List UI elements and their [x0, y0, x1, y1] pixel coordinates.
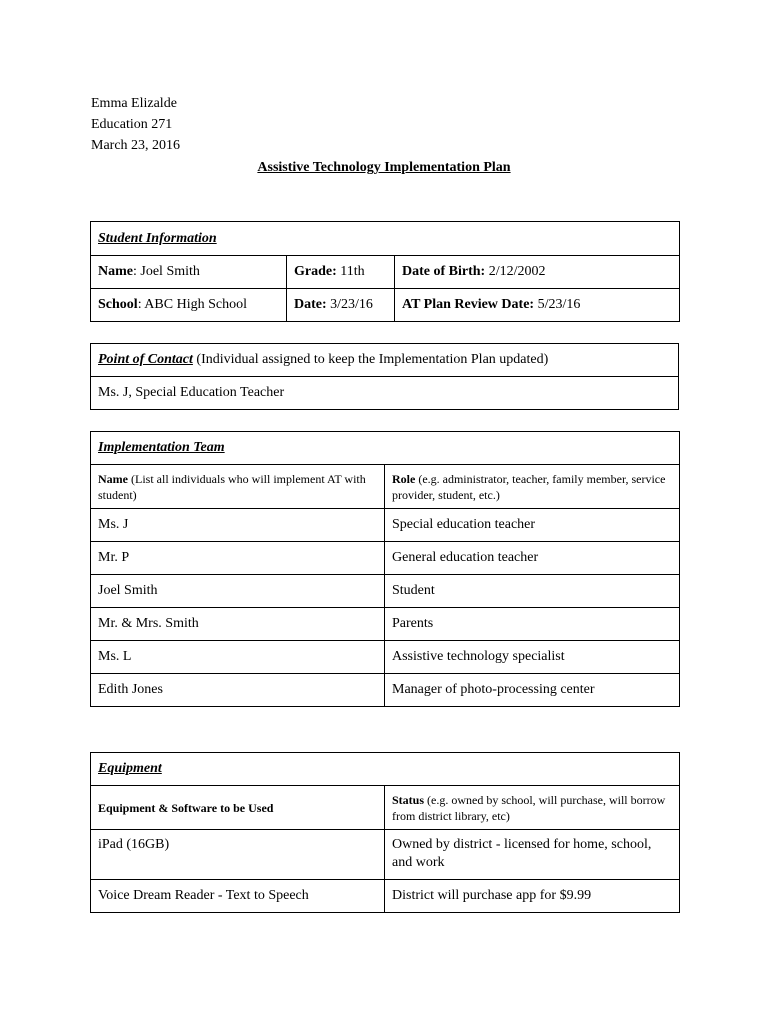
team-member-name: Mr. & Mrs. Smith [91, 608, 385, 641]
equipment-status: District will purchase app for $9.99 [385, 880, 680, 913]
team-name-column-header: Name (List all individuals who will implement AT with student) [91, 465, 385, 509]
team-member-name: Edith Jones [91, 674, 385, 707]
table-row [91, 509, 680, 542]
student-information-heading: Student Information [91, 222, 680, 256]
point-of-contact-table [90, 343, 679, 410]
team-member-name: Mr. P [91, 542, 385, 575]
team-member-name: Joel Smith [91, 575, 385, 608]
equipment-column-header: Equipment & Software to be Used [91, 786, 385, 830]
status-column-header: Status (e.g. owned by school, will purchase, will borrow from district library, etc) [385, 786, 680, 830]
table-row [91, 575, 680, 608]
student-information-table [90, 221, 680, 322]
table-row [91, 674, 680, 707]
student-grade-cell: Grade: 11th [287, 256, 395, 289]
team-member-role: General education teacher [385, 542, 680, 575]
team-member-role: Assistive technology specialist [385, 641, 680, 674]
team-member-role: Special education teacher [385, 509, 680, 542]
review-date-cell: AT Plan Review Date: 5/23/16 [395, 289, 680, 322]
table-row [91, 830, 680, 880]
student-school-cell: School: ABC High School [91, 289, 287, 322]
course-name: Education 271 [91, 117, 173, 132]
author-name: Emma Elizalde [91, 96, 177, 111]
implementation-team-heading: Implementation Team [91, 432, 680, 465]
equipment-item: iPad (16GB) [91, 830, 385, 880]
team-member-role: Student [385, 575, 680, 608]
student-name-cell: Name: Joel Smith [91, 256, 287, 289]
table-row [91, 542, 680, 575]
team-member-name: Ms. J [91, 509, 385, 542]
team-role-column-header: Role (e.g. administrator, teacher, family member, service provider, student, etc.) [385, 465, 680, 509]
equipment-table [90, 752, 680, 913]
team-member-role: Parents [385, 608, 680, 641]
equipment-status: Owned by district - licensed for home, school, and work [385, 830, 680, 880]
table-row [91, 880, 680, 913]
header-date: March 23, 2016 [91, 138, 181, 153]
table-row [91, 641, 680, 674]
document-title: Assistive Technology Implementation Plan [257, 160, 511, 175]
equipment-item: Voice Dream Reader - Text to Speech [91, 880, 385, 913]
table-row [91, 608, 680, 641]
point-of-contact-heading: Point of Contact (Individual assigned to keep the Implementation Plan updated) [91, 344, 679, 377]
implementation-team-table [90, 431, 680, 707]
plan-date-cell: Date: 3/23/16 [287, 289, 395, 322]
equipment-heading: Equipment [91, 753, 680, 786]
team-member-role: Manager of photo-processing center [385, 674, 680, 707]
team-member-name: Ms. L [91, 641, 385, 674]
student-dob-cell: Date of Birth: 2/12/2002 [395, 256, 680, 289]
point-of-contact-value: Ms. J, Special Education Teacher [91, 377, 679, 410]
